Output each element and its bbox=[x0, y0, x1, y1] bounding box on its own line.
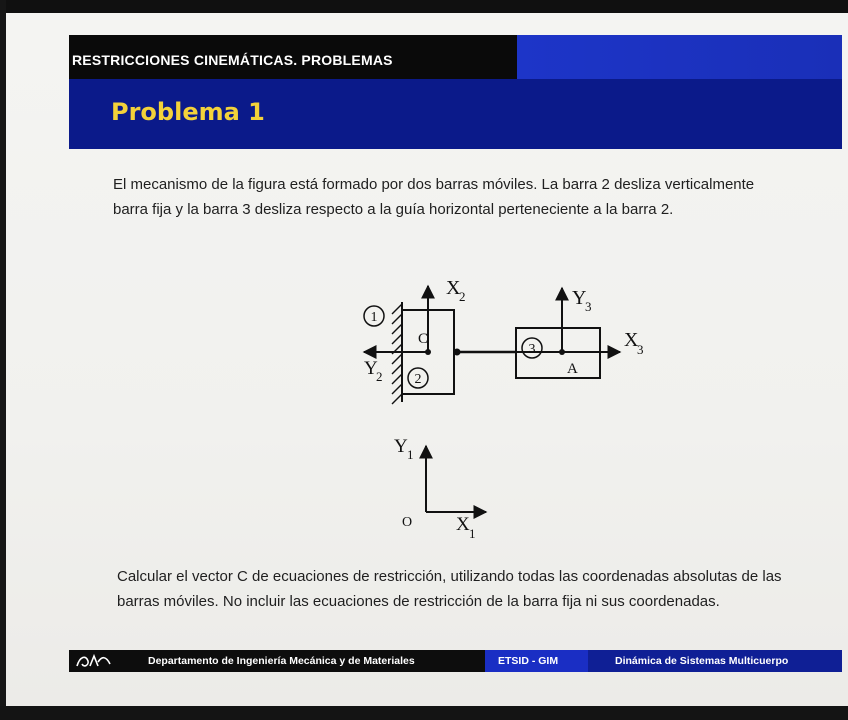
svg-text:Y: Y bbox=[394, 436, 408, 457]
svg-text:Y: Y bbox=[572, 287, 587, 309]
guide-joint bbox=[454, 349, 461, 356]
svg-text:Y: Y bbox=[364, 358, 378, 379]
body-2-label: 2 bbox=[414, 372, 422, 387]
point-c-marker bbox=[425, 349, 431, 355]
monitor-bezel-bottom bbox=[0, 706, 848, 720]
question-text bbox=[117, 564, 782, 614]
point-a-marker bbox=[559, 349, 565, 355]
body-3-label: 3 bbox=[528, 342, 536, 357]
statement-line-1: El mecanismo de la figura está formado por dos barras móviles. La barra 2 desliza verticalmente bbox=[113, 176, 755, 193]
problem-statement bbox=[113, 172, 754, 222]
point-a-label: A bbox=[567, 361, 578, 377]
problem-title: Problema 1 bbox=[111, 98, 265, 126]
svg-text:3: 3 bbox=[585, 299, 592, 314]
svg-text:3: 3 bbox=[637, 342, 644, 357]
y1-label bbox=[394, 436, 414, 462]
svg-text:1: 1 bbox=[469, 526, 476, 541]
subject-label: RESTRICCIONES CINEMÁTICAS. PROBLEMAS bbox=[72, 52, 393, 68]
y3-label bbox=[572, 287, 592, 314]
svg-text:X: X bbox=[624, 329, 639, 351]
x1-label bbox=[456, 514, 476, 541]
footer-school: ETSID - GIM bbox=[498, 655, 559, 667]
origin-label: O bbox=[402, 515, 413, 530]
svg-text:2: 2 bbox=[376, 369, 383, 384]
monitor-bezel-top bbox=[0, 0, 848, 13]
body-1-badge bbox=[364, 306, 384, 326]
svg-text:1: 1 bbox=[407, 447, 414, 462]
svg-text:X: X bbox=[446, 277, 461, 299]
y2-label bbox=[364, 358, 383, 384]
footer-department: Departamento de Ingeniería Mecánica y de Materiales bbox=[148, 655, 415, 667]
question-line-2: barras móviles. No incluir las ecuaciones de restricción de la barra fija ni sus coordenadas. bbox=[117, 593, 720, 610]
x2-label bbox=[446, 277, 466, 304]
body-3-badge bbox=[522, 338, 542, 358]
footer-course: Dinámica de Sistemas Multicuerpo bbox=[615, 655, 789, 667]
x3-label bbox=[624, 329, 644, 357]
body-1-label: 1 bbox=[370, 310, 378, 325]
statement-line-2: barra fija y la barra 3 desliza respecto a la guía horizontal perteneciente a la barra 2. bbox=[113, 201, 674, 218]
question-line-1: Calcular el vector C de ecuaciones de restricción, utilizando todas las coordenadas absolutas de las bbox=[117, 568, 782, 585]
mechanism-diagram bbox=[340, 262, 660, 542]
svg-text:X: X bbox=[456, 514, 470, 535]
body-2-badge bbox=[408, 368, 428, 388]
department-logo bbox=[74, 652, 114, 670]
header-accent-bar bbox=[517, 35, 842, 79]
svg-text:2: 2 bbox=[459, 289, 466, 304]
point-c-label: C bbox=[418, 331, 429, 347]
